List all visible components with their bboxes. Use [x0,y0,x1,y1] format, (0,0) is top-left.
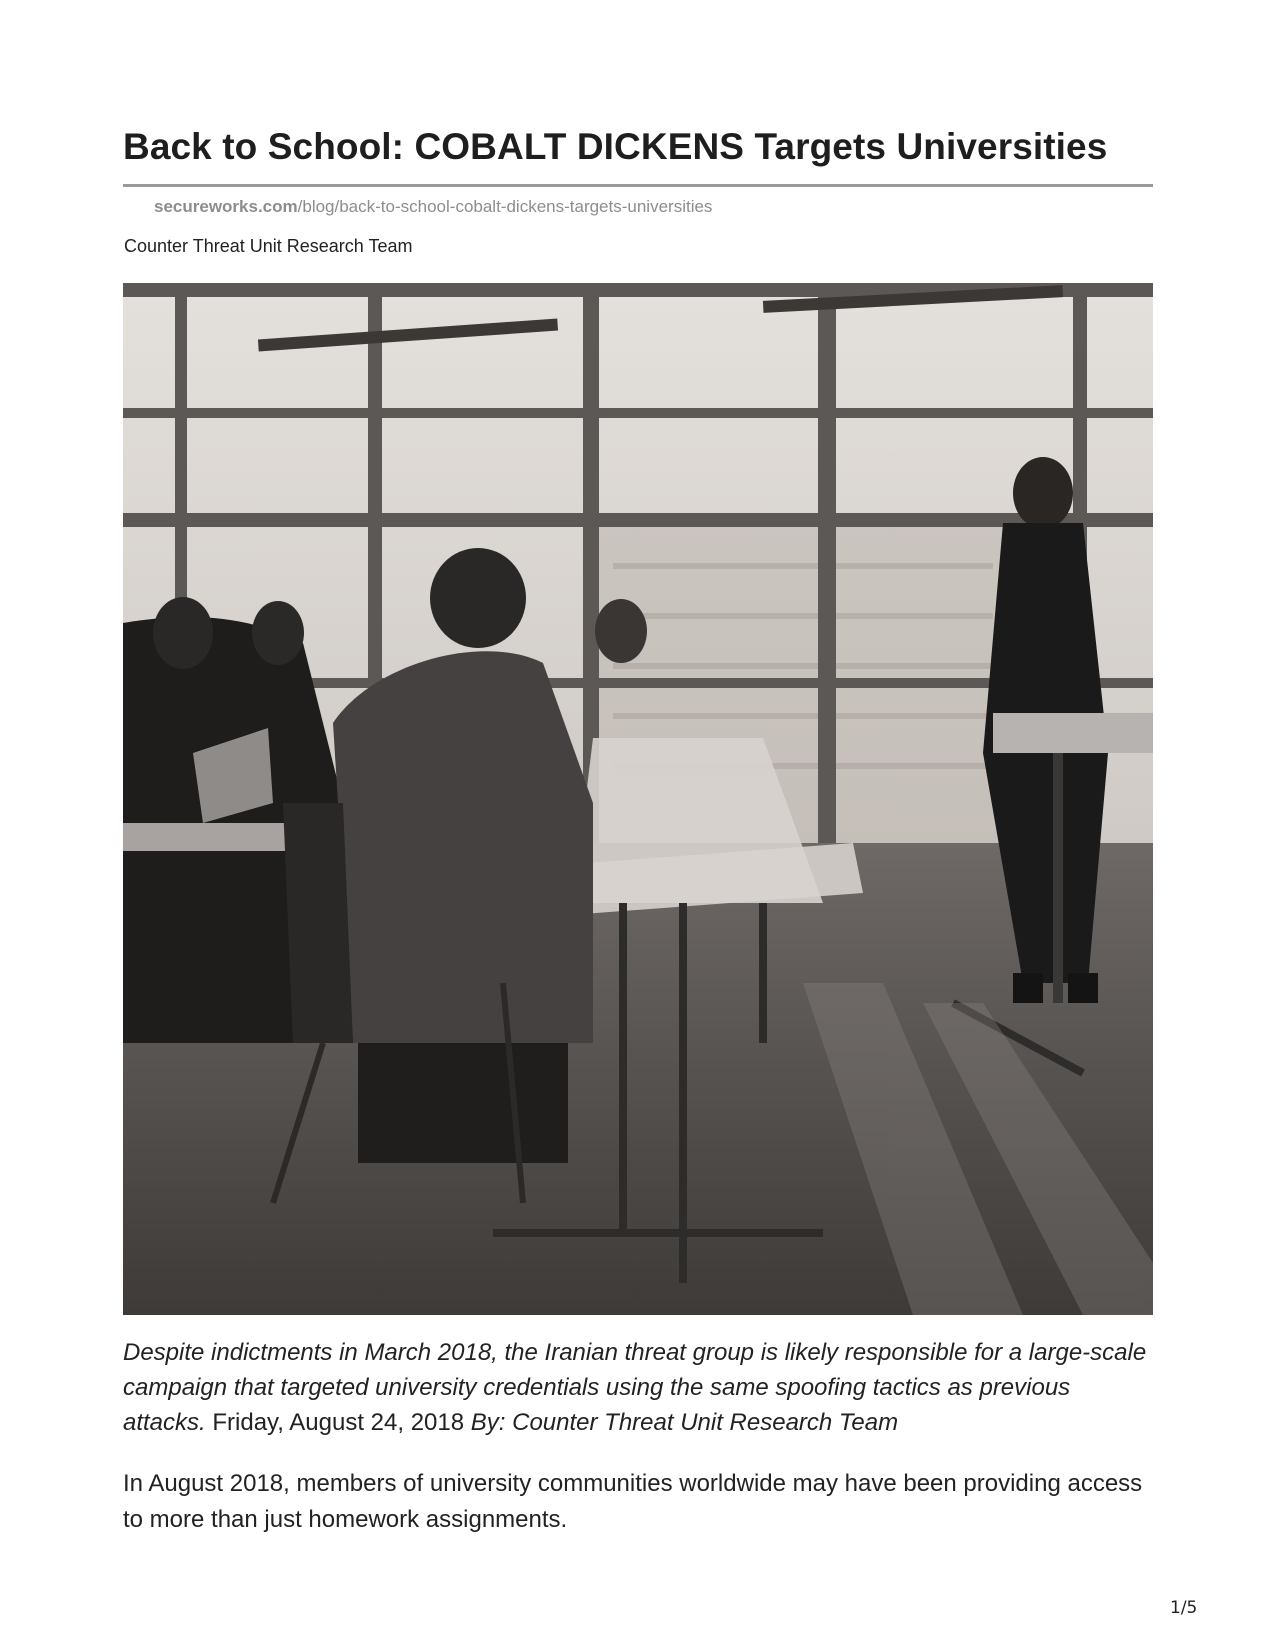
article-intro-paragraph: In August 2018, members of university communities worldwide may have been providing access to more than just homework assignments. [123,1470,1143,1533]
summary-lead: Despite indictments in March 2018, the Iranian threat group is likely responsible for a large-scale campaign that targeted university credentials using the same spoofing tactics as previous attacks. [123,1339,1147,1436]
page-number: 1/5 [1170,1598,1198,1618]
title-divider [123,184,1153,187]
summary-author: By: Counter Threat Unit Research Team [470,1409,899,1436]
source-domain[interactable]: secureworks.com [154,197,298,216]
article-title: Back to School: COBALT DICKENS Targets Universities [123,126,1108,167]
article-date: Friday, August 24, 2018 [212,1409,465,1436]
article-byline: Counter Threat Unit Research Team [124,236,413,256]
source-url[interactable] [154,197,712,217]
meeting-room-photo-icon [123,283,1153,1315]
hero-image [123,283,1153,1315]
article-summary [123,1335,1153,1440]
source-path[interactable]: /blog/back-to-school-cobalt-dickens-targets-universities [297,197,713,216]
